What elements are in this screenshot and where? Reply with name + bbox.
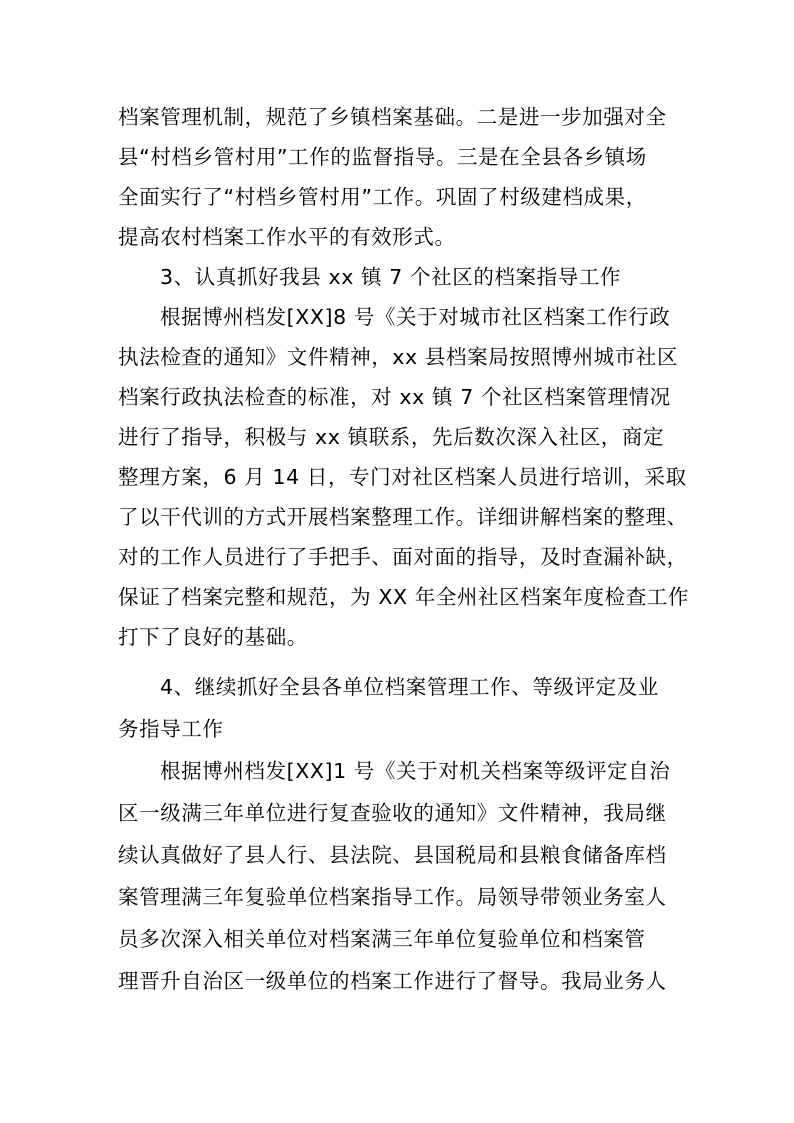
paragraph-line: 员多次深入相关单位对档案满三年单位复验单位和档案管 <box>118 927 646 951</box>
paragraph-line: 续认真做好了县人行、县法院、县国税局和县粮食储备库档 <box>118 843 667 867</box>
paragraph-line: 进行了指导，积极与 xx 镇联系，先后数次深入社区，商定 <box>118 425 665 449</box>
paragraph-line: 区一级满三年单位进行复查验收的通知》文件精神，我局继 <box>118 801 667 825</box>
paragraph-line: 根据博州档发[XX]8 号《关于对城市社区档案工作行政 <box>160 305 671 329</box>
paragraph-line: 档案行政执法检查的标准，对 xx 镇 7 个社区档案管理情况 <box>118 385 671 409</box>
section-heading-3: 3、认真抓好我县 xx 镇 7 个社区的档案指导工作 <box>160 265 622 289</box>
paragraph-line: 打下了良好的基础。 <box>118 625 308 649</box>
paragraph-line: 县“村档乡管村用”工作的监督指导。三是在全县各乡镇场 <box>118 145 647 169</box>
paragraph-line: 全面实行了“村档乡管村用”工作。巩固了村级建档成果， <box>118 185 647 209</box>
paragraph-line: 根据博州档发[XX]1 号《关于对机关档案等级评定自治 <box>160 759 671 783</box>
paragraph-line: 执法检查的通知》文件精神，xx 县档案局按照博州城市社区 <box>118 345 679 369</box>
paragraph-line: 保证了档案完整和规范，为 XX 年全州社区档案年度检查工作 <box>118 585 690 609</box>
section-heading-4: 4、继续抓好全县各单位档案管理工作、等级评定及业 <box>160 675 659 699</box>
paragraph-line: 档案管理机制，规范了乡镇档案基础。二是进一步加强对全 <box>118 105 667 129</box>
paragraph-line: 案管理满三年复验单位档案指导工作。局领导带领业务室人 <box>118 885 667 909</box>
paragraph-line: 整理方案，6 月 14 日，专门对社区档案人员进行培训，采取 <box>118 465 687 489</box>
paragraph-line: 理晋升自治区一级单位的档案工作进行了督导。我局业务人 <box>118 969 667 993</box>
paragraph-line: 了以干代训的方式开展档案整理工作。详细讲解档案的整理、 <box>118 505 688 529</box>
section-heading-4-cont: 务指导工作 <box>118 717 224 741</box>
paragraph-line: 对的工作人员进行了手把手、面对面的指导，及时查漏补缺， <box>118 545 688 569</box>
paragraph-line: 提高农村档案工作水平的有效形式。 <box>118 225 456 249</box>
